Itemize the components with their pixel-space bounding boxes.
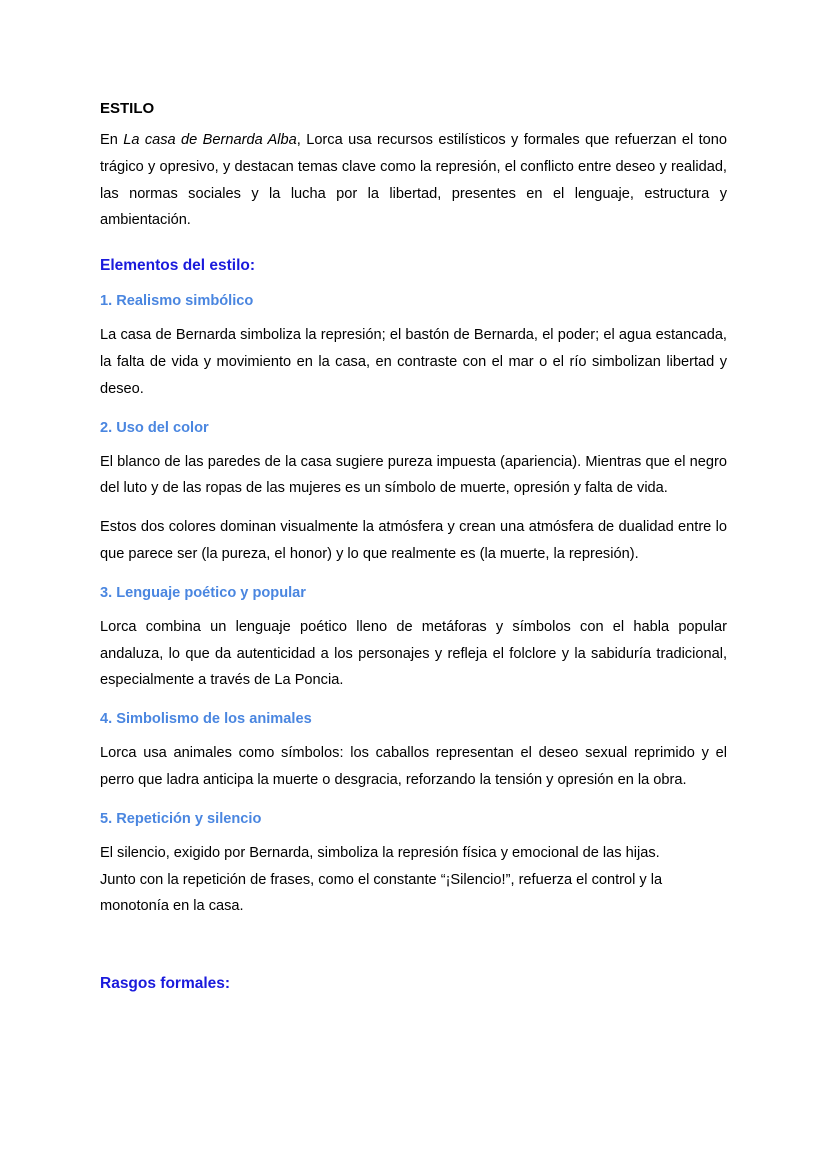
section-paragraph: Lorca combina un lenguaje poético lleno de metáforas y símbolos con el habla popular andaluza, lo que da autenticidad a los personajes y refleja el folclore y la sabiduría tradicional, especialmente a través de La Poncia. [100, 618, 727, 689]
section-heading: 1. Realismo simbólico [100, 293, 254, 310]
section-silencio [100, 808, 727, 920]
rasgos-block [100, 972, 727, 996]
section-paragraph: Estos dos colores dominan visualmente la atmósfera y crean una atmósfera de dualidad entre lo que parece ser (la pureza, el honor) y lo que realmente es (la muerte, la represión). [100, 519, 727, 562]
intro-prefix: En [100, 132, 124, 148]
document-body [100, 97, 727, 1008]
section-color [100, 417, 727, 568]
section-heading: 2. Uso del color [100, 419, 209, 436]
section-animales [100, 708, 727, 794]
work-title: La casa de Bernarda Alba [123, 132, 297, 148]
intro-rest: , Lorca usa recursos estilísticos y formales que refuerzan el tono trágico y opresivo, y destacan temas clave como la represión, el conflicto entre deseo y realidad, las normas sociales y la lucha por la libertad, presentes en el lenguaje, estructura y ambientación. [100, 132, 727, 229]
intro-paragraph [100, 127, 727, 234]
section-realismo [100, 290, 727, 402]
section-paragraph: La casa de Bernarda simboliza la represión; el bastón de Bernarda, el poder; el agua estancada, la falta de vida y movimiento en la casa, en contraste con el mar o el río simbolizan libertad y deseo. [100, 327, 727, 397]
section-paragraph [100, 840, 727, 920]
text-line: monotonía en la casa. [100, 898, 244, 915]
text-line: El silencio, exigido por Bernarda, simboliza la represión física y emocional de las hijas. [100, 844, 660, 861]
section-heading: 4. Simbolismo de los animales [100, 711, 312, 728]
section-paragraph: El blanco de las paredes de la casa sugiere pureza impuesta (apariencia). Mientras que el negro del luto y de las ropas de las mujeres es un símbolo de muerte, opresión y falta de vida. [100, 453, 727, 497]
section-paragraph: Lorca usa animales como símbolos: los caballos representan el deseo sexual reprimido y el perro que ladra anticipa la muerte o desgracia, reforzando la tensión y opresión en la obra. [100, 745, 727, 788]
section-heading: 5. Repetición y silencio [100, 810, 262, 827]
page-title: ESTILO [100, 100, 155, 117]
elements-heading: Elementos del estilo: [100, 257, 256, 275]
text-line: Junto con la repetición de frases, como el constante “¡Silencio!”, refuerza el control y la [100, 871, 663, 888]
rasgos-heading: Rasgos formales: [100, 975, 231, 993]
section-heading: 3. Lenguaje poético y popular [100, 584, 306, 601]
section-lenguaje [100, 582, 727, 694]
